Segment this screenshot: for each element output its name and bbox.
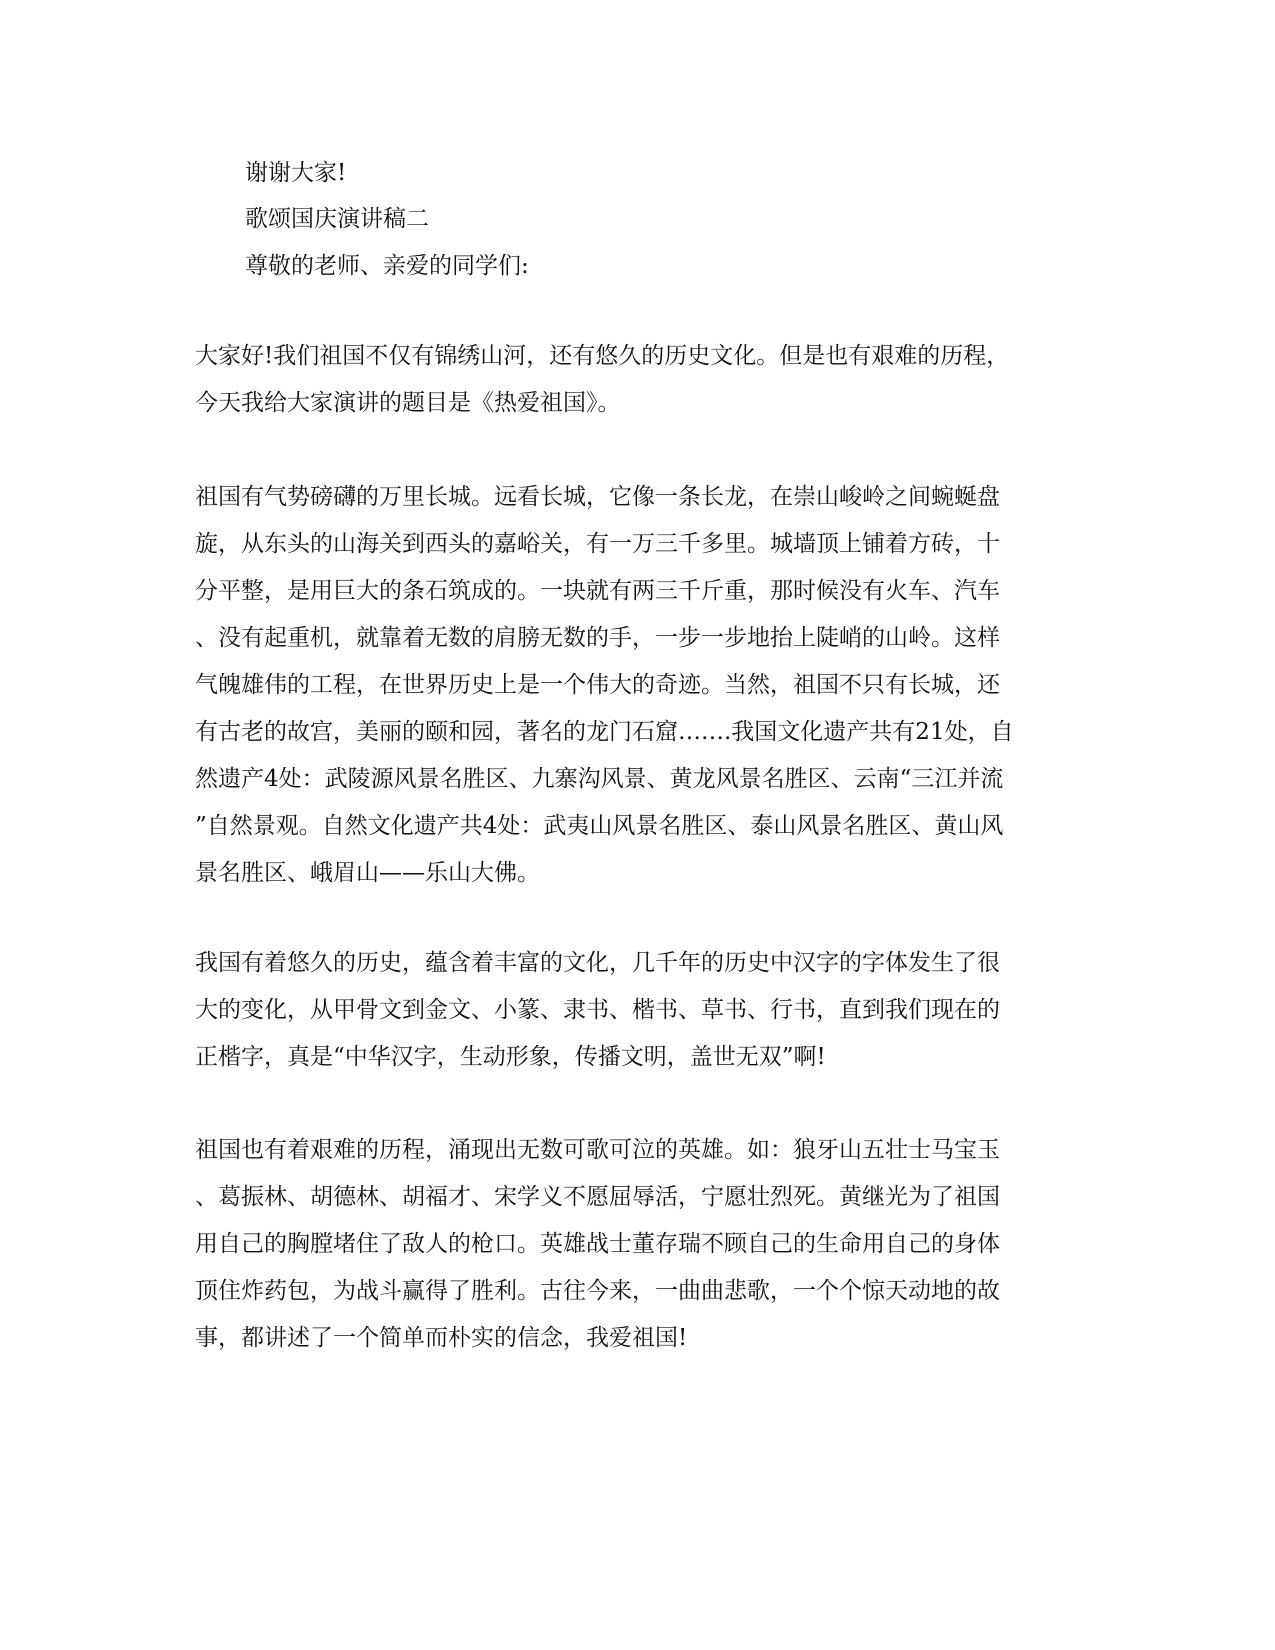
salutation: 尊敬的老师、亲爱的同学们:: [245, 253, 529, 279]
paragraph-great-wall: [195, 482, 1085, 905]
text-line: 今天我给大家演讲的题目是《热爱祖国》。: [195, 390, 621, 416]
text-line: 大家好!我们祖国不仅有锦绣山河，还有悠久的历史文化。但是也有艰难的历程，: [195, 343, 1010, 369]
text-line: 气魄雄伟的工程，在世界历史上是一个伟大的奇迹。当然，祖国不只有长城，还: [195, 672, 1000, 698]
text-line: 旋，从东头的山海关到西头的嘉峪关，有一万三千多里。城墙顶上铺着方砖，十: [195, 531, 1000, 557]
text-line: 祖国有气势磅礴的万里长城。远看长城，它像一条长龙，在崇山峻岭之间蜿蜒盘: [195, 484, 1000, 510]
text-line: 景名胜区、峨眉山——乐山大佛。: [195, 860, 540, 886]
text-line: 、葛振林、胡德林、胡福才、宋学义不愿屈辱活，宁愿壮烈死。黄继光为了祖国: [195, 1184, 1000, 1210]
text-line: 有古老的故宫，美丽的颐和园，著名的龙门石窟…….我国文化遗产共有21处，自: [195, 719, 1014, 745]
text-line: 大的变化，从甲骨文到金文、小篆、隶书、楷书、草书、行书，直到我们现在的: [195, 997, 1000, 1023]
text-line: ”自然景观。自然文化遗产共4处：武夷山风景名胜区、泰山风景名胜区、黄山风: [195, 813, 1004, 839]
text-line: 然遗产4处：武陵源风景名胜区、九寨沟风景、黄龙风景名胜区、云南“三江并流: [195, 766, 1004, 792]
text-line: 分平整，是用巨大的条石筑成的。一块就有两三千斤重，那时候没有火车、汽车: [195, 578, 1000, 604]
text-line: 我国有着悠久的历史，蕴含着丰富的文化，几千年的历史中汉字的字体发生了很: [195, 950, 1000, 976]
text-line: 祖国也有着艰难的历程，涌现出无数可歌可泣的英雄。如：狼牙山五壮士马宝玉: [195, 1137, 1000, 1163]
closing-thanks: 谢谢大家!: [245, 160, 347, 186]
text-line: 、没有起重机，就靠着无数的肩膀无数的手，一步一步地抬上陡峭的山岭。这样: [195, 625, 1000, 651]
paragraph-intro: [195, 341, 1085, 435]
text-line: 事，都讲述了一个简单而朴实的信念，我爱祖国!: [195, 1325, 688, 1351]
paragraph-heroes: [195, 1135, 1085, 1370]
text-line: 正楷字，真是“中华汉字，生动形象，传播文明，盖世无双”啊!: [195, 1044, 826, 1070]
speech-title: 歌颂国庆演讲稿二: [245, 206, 429, 232]
text-line: 顶住炸药包，为战斗赢得了胜利。古往今来，一曲曲悲歌，一个个惊天动地的故: [195, 1278, 1000, 1304]
text-line: 用自己的胸膛堵住了敌人的枪口。英雄战士董存瑞不顾自己的生命用自己的身体: [195, 1231, 1000, 1257]
paragraph-chinese-characters: [195, 948, 1085, 1089]
